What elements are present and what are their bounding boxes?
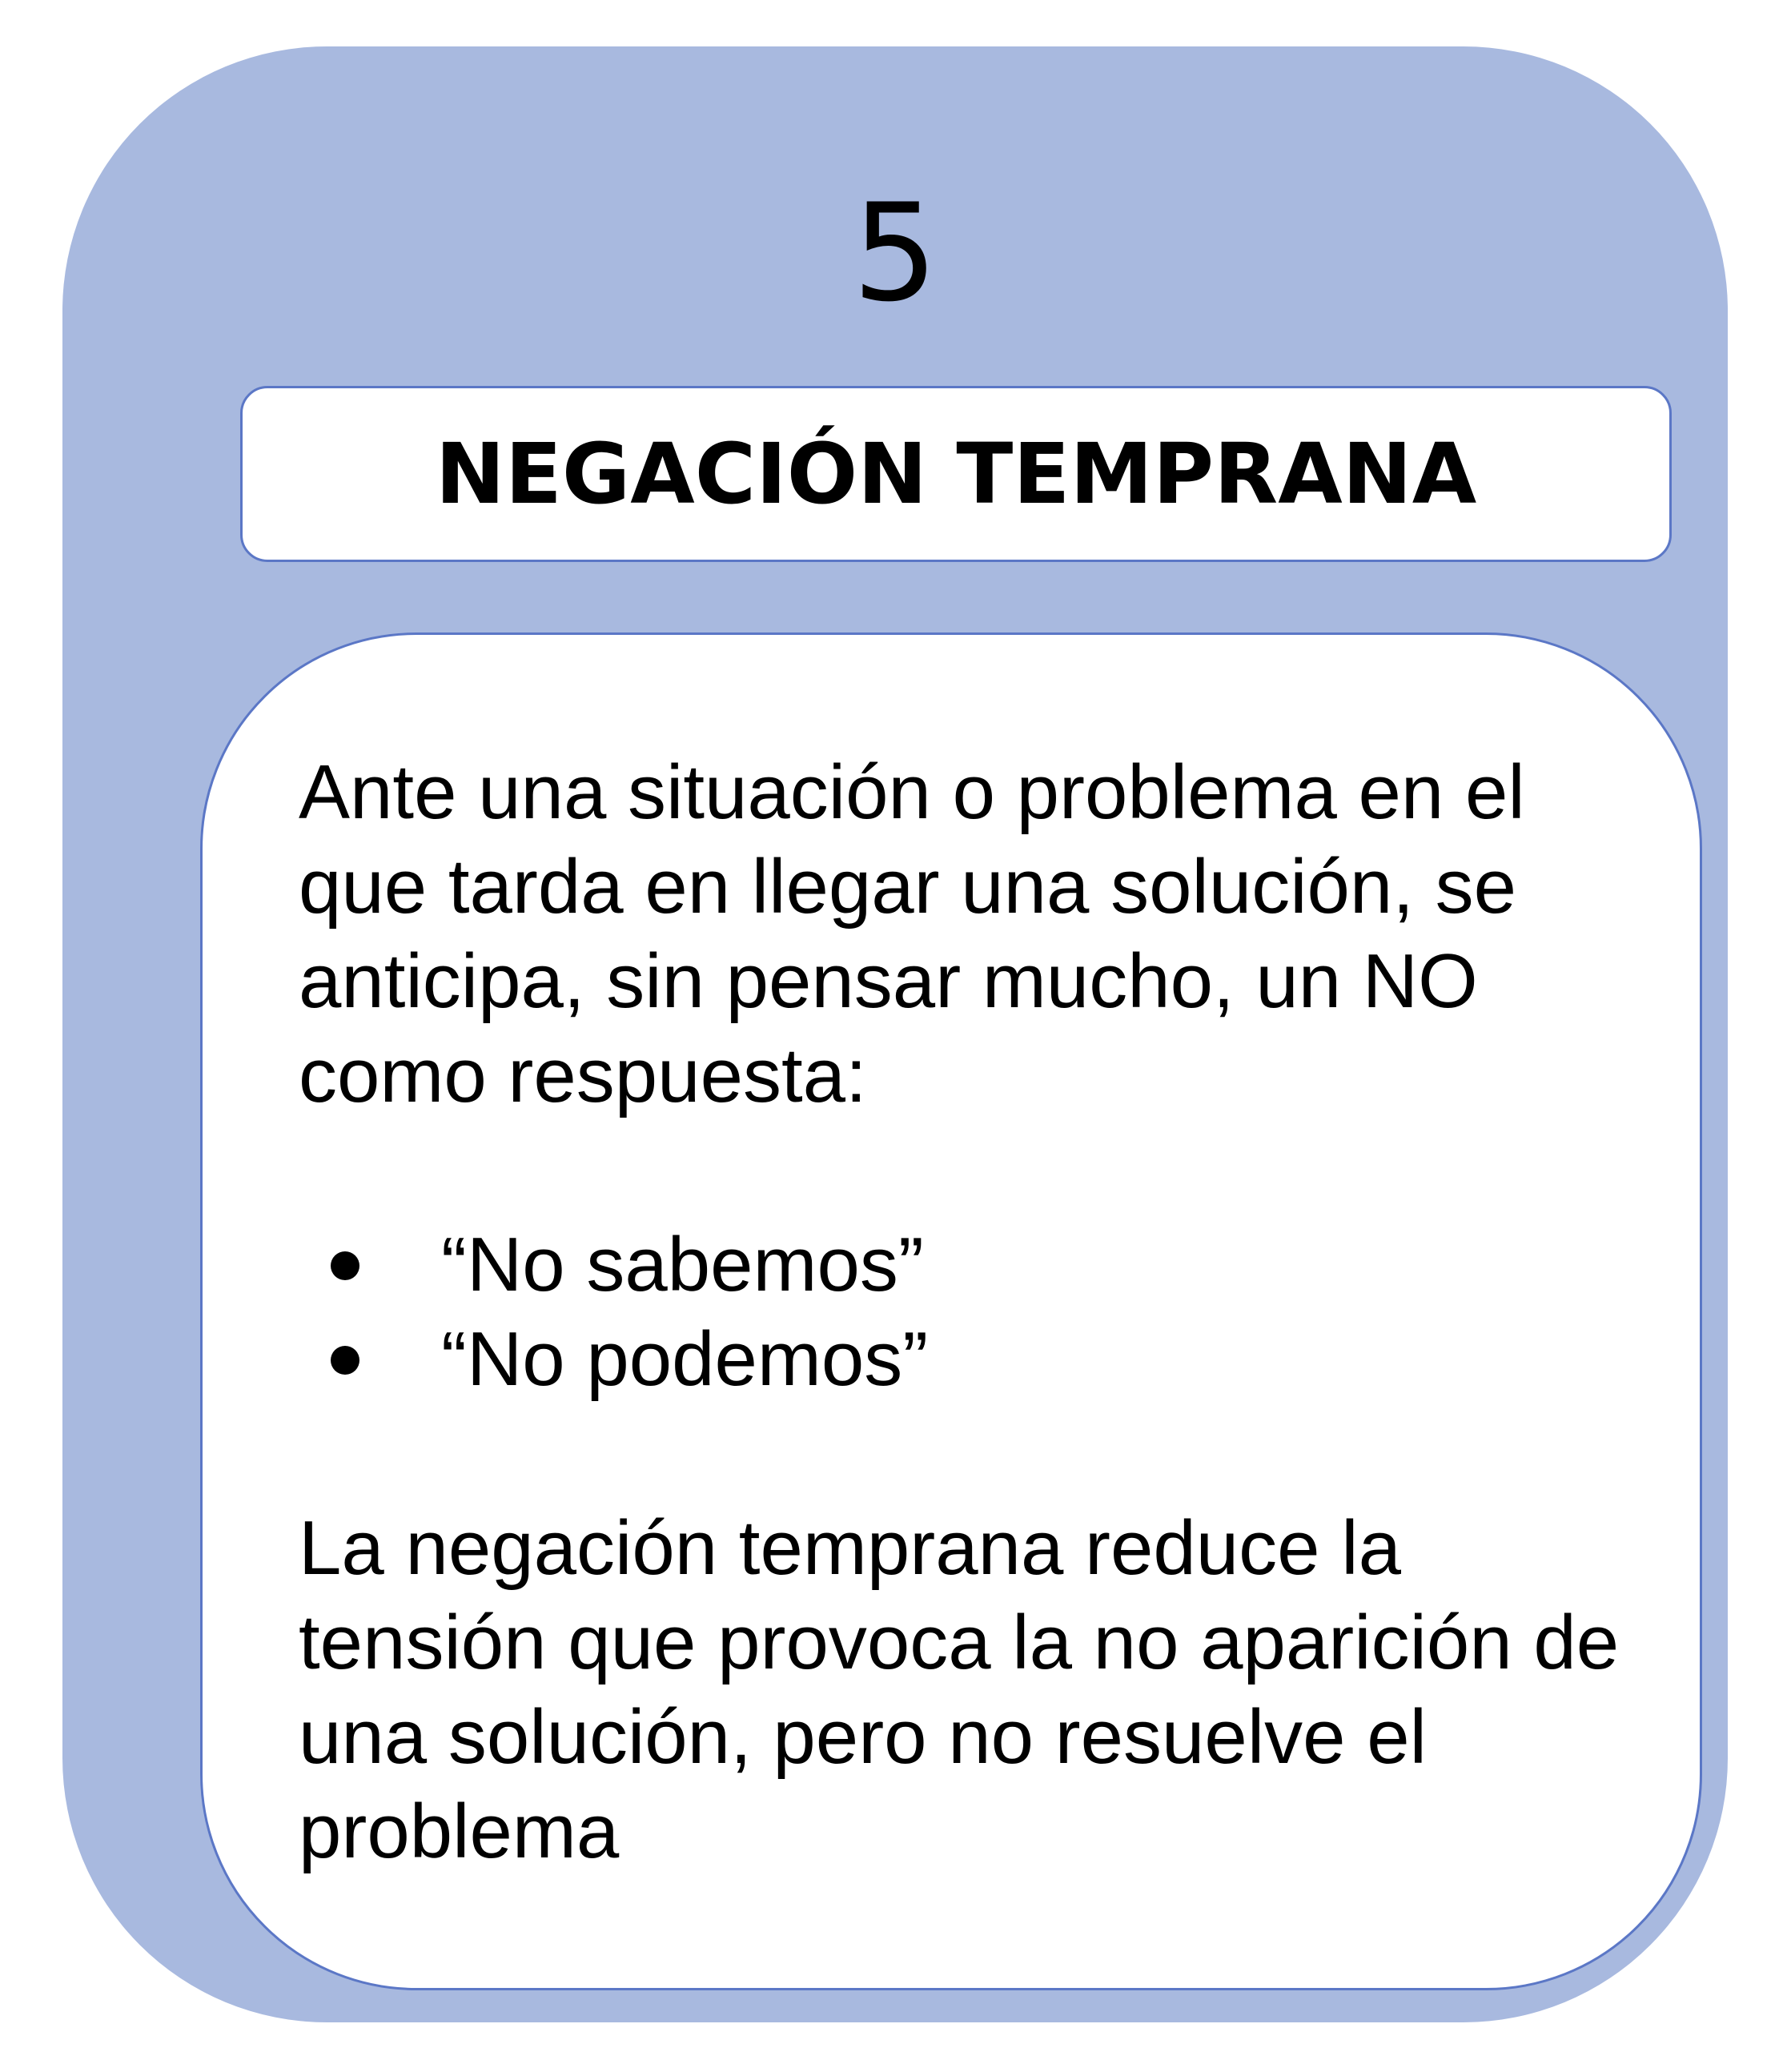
intro-paragraph: Ante una situación o problema en el que tarda en llegar una solución, se anticipa, sin pensar mucho, un NO como respuesta: (299, 749, 1525, 1118)
description-panel (200, 632, 1702, 1990)
bullet-text: “No podemos” (441, 1316, 929, 1402)
card (62, 46, 1728, 2022)
title-box (240, 386, 1672, 562)
list-item (299, 1312, 1628, 1407)
bullet-text: “No sabemos” (441, 1222, 924, 1307)
bullet-list (299, 1218, 1628, 1407)
list-item (299, 1218, 1628, 1312)
card-number: 5 (852, 175, 938, 331)
bullet-icon (331, 1346, 359, 1375)
bullet-icon (331, 1251, 359, 1280)
card-title: NEGACIÓN TEMPRANA (435, 425, 1477, 523)
conclusion-paragraph: La negación temprana reduce la tensión que provoca la no aparición de una solución, pero no resuelve el problema (299, 1505, 1620, 1874)
description-content (299, 745, 1628, 1879)
